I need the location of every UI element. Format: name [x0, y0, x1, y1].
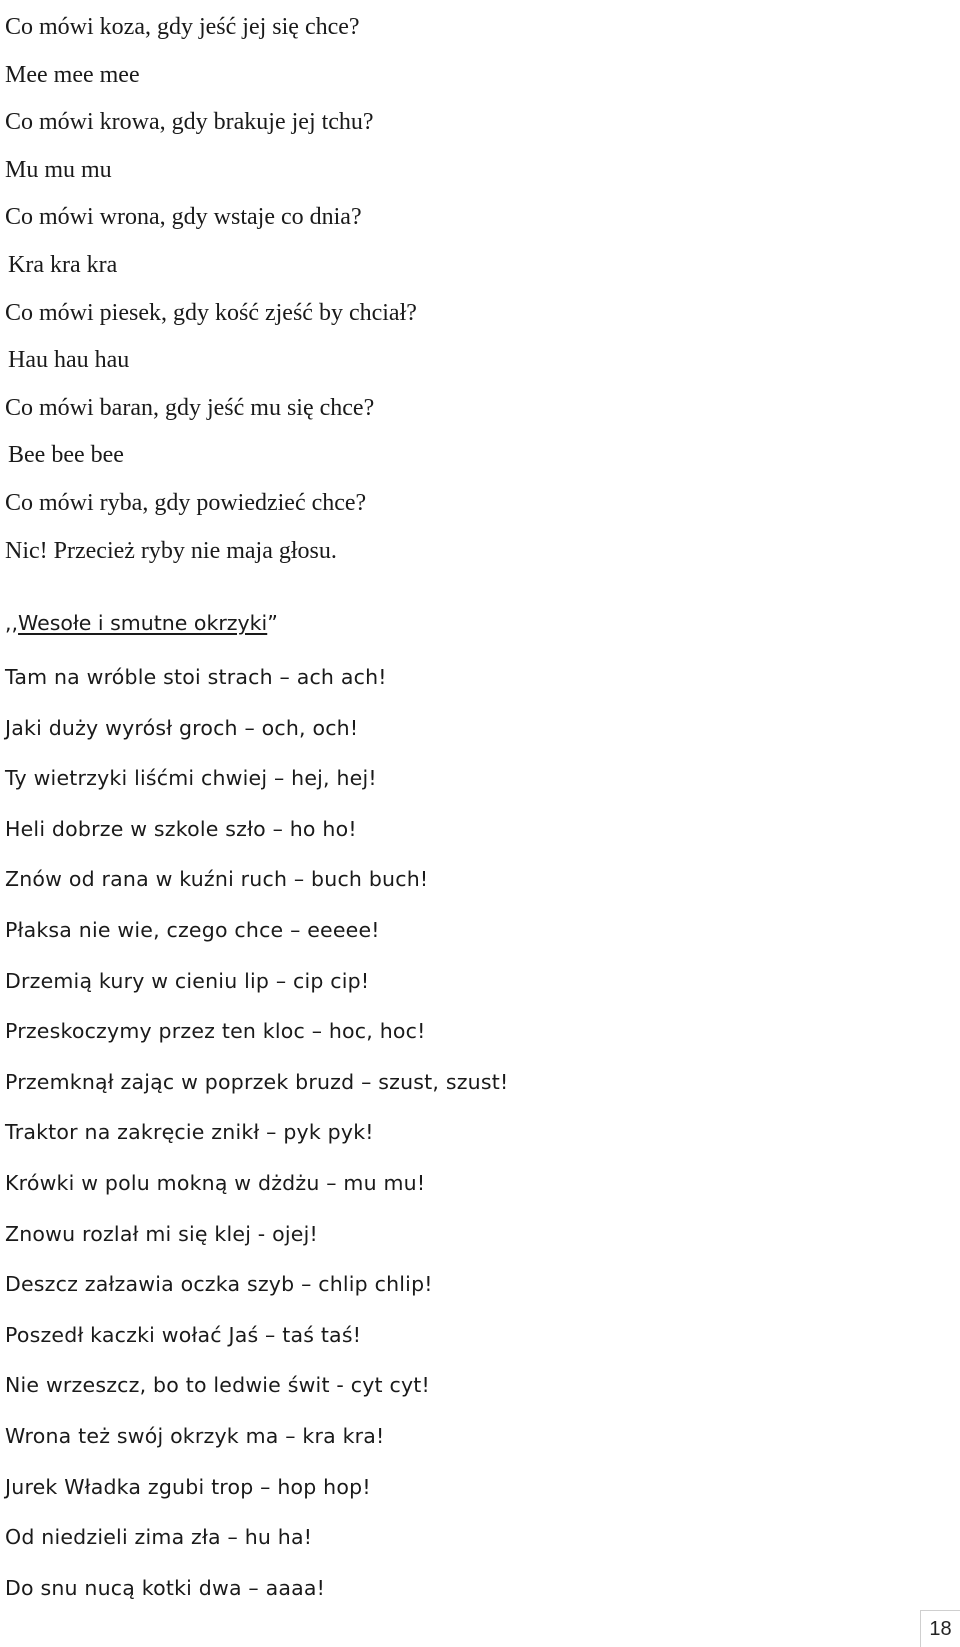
poem-line: Płaksa nie wie, czego chce – eeeee!: [5, 917, 380, 942]
poem-line: Heli dobrze w szkole szło – ho ho!: [5, 816, 357, 841]
poem-line: Tam na wróble stoi strach – ach ach!: [5, 665, 387, 689]
poem-line: Kra kra kra: [8, 251, 118, 278]
poem-line: Krówki w polu mokną w dżdżu – mu mu!: [5, 1170, 426, 1195]
poem-line: Przemknął zając w poprzek bruzd – szust, szust!: [5, 1069, 509, 1094]
poem-line: Hau hau hau: [8, 347, 130, 374]
poem-line: Co mówi baran, gdy jeść mu się chce?: [5, 394, 375, 421]
poem-line: Deszcz załzawia oczka szyb – chlip chlip!: [5, 1272, 433, 1297]
poem-line: Znów od rana w kuźni ruch – buch buch!: [5, 867, 429, 892]
poem-one: [5, 4, 905, 575]
poem-line: Poszedł kaczki wołać Jaś – taś taś!: [5, 1322, 362, 1347]
poem-line: Wrona też swój okrzyk ma – kra kra!: [5, 1423, 385, 1448]
poem-line: Co mówi krowa, gdy brakuje jej tchu?: [5, 109, 374, 136]
poem-two: [5, 602, 905, 1613]
title-open-quote: ,,: [5, 611, 19, 635]
poem-line: Znowu rozlał mi się klej - ojej!: [5, 1221, 318, 1246]
poem-line: Co mówi piesek, gdy kość zjeść by chciał?: [5, 299, 417, 326]
poem-line: Przeskoczymy przez ten kloc – hoc, hoc!: [5, 1019, 426, 1044]
page-number: 18: [920, 1610, 960, 1647]
poem-line: Mu mu mu: [5, 156, 112, 183]
poem-line: Jurek Władka zgubi trop – hop hop!: [5, 1474, 371, 1499]
poem-line: Co mówi ryba, gdy powiedzieć chce?: [5, 489, 367, 516]
poem-line: Co mówi wrona, gdy wstaje co dnia?: [5, 204, 362, 231]
poem-line: Co mówi koza, gdy jeść jej się chce?: [5, 14, 360, 40]
poem-line: Mee mee mee: [5, 61, 140, 88]
poem-line: Drzemią kury w cieniu lip – cip cip!: [5, 968, 370, 993]
title-text: Wesołe i smutne okrzyki: [18, 611, 268, 635]
poem-title: [5, 602, 905, 652]
poem-line: Ty wietrzyki liśćmi chwiej – hej, hej!: [5, 766, 377, 791]
poem-line: Bee bee bee: [8, 442, 124, 469]
poem-line: Traktor na zakręcie znikł – pyk pyk!: [5, 1120, 374, 1145]
poem-line: Jaki duży wyrósł groch – och, och!: [5, 715, 359, 740]
poem-line: Nic! Przecież ryby nie maja głosu.: [5, 537, 337, 564]
title-close-quote: ”: [267, 611, 278, 635]
poem-line: Nie wrzeszcz, bo to ledwie świt - cyt cyt!: [5, 1373, 430, 1398]
poem-line: Od niedzieli zima zła – hu ha!: [5, 1525, 313, 1550]
poem-line: Do snu nucą kotki dwa – aaaa!: [5, 1575, 326, 1600]
